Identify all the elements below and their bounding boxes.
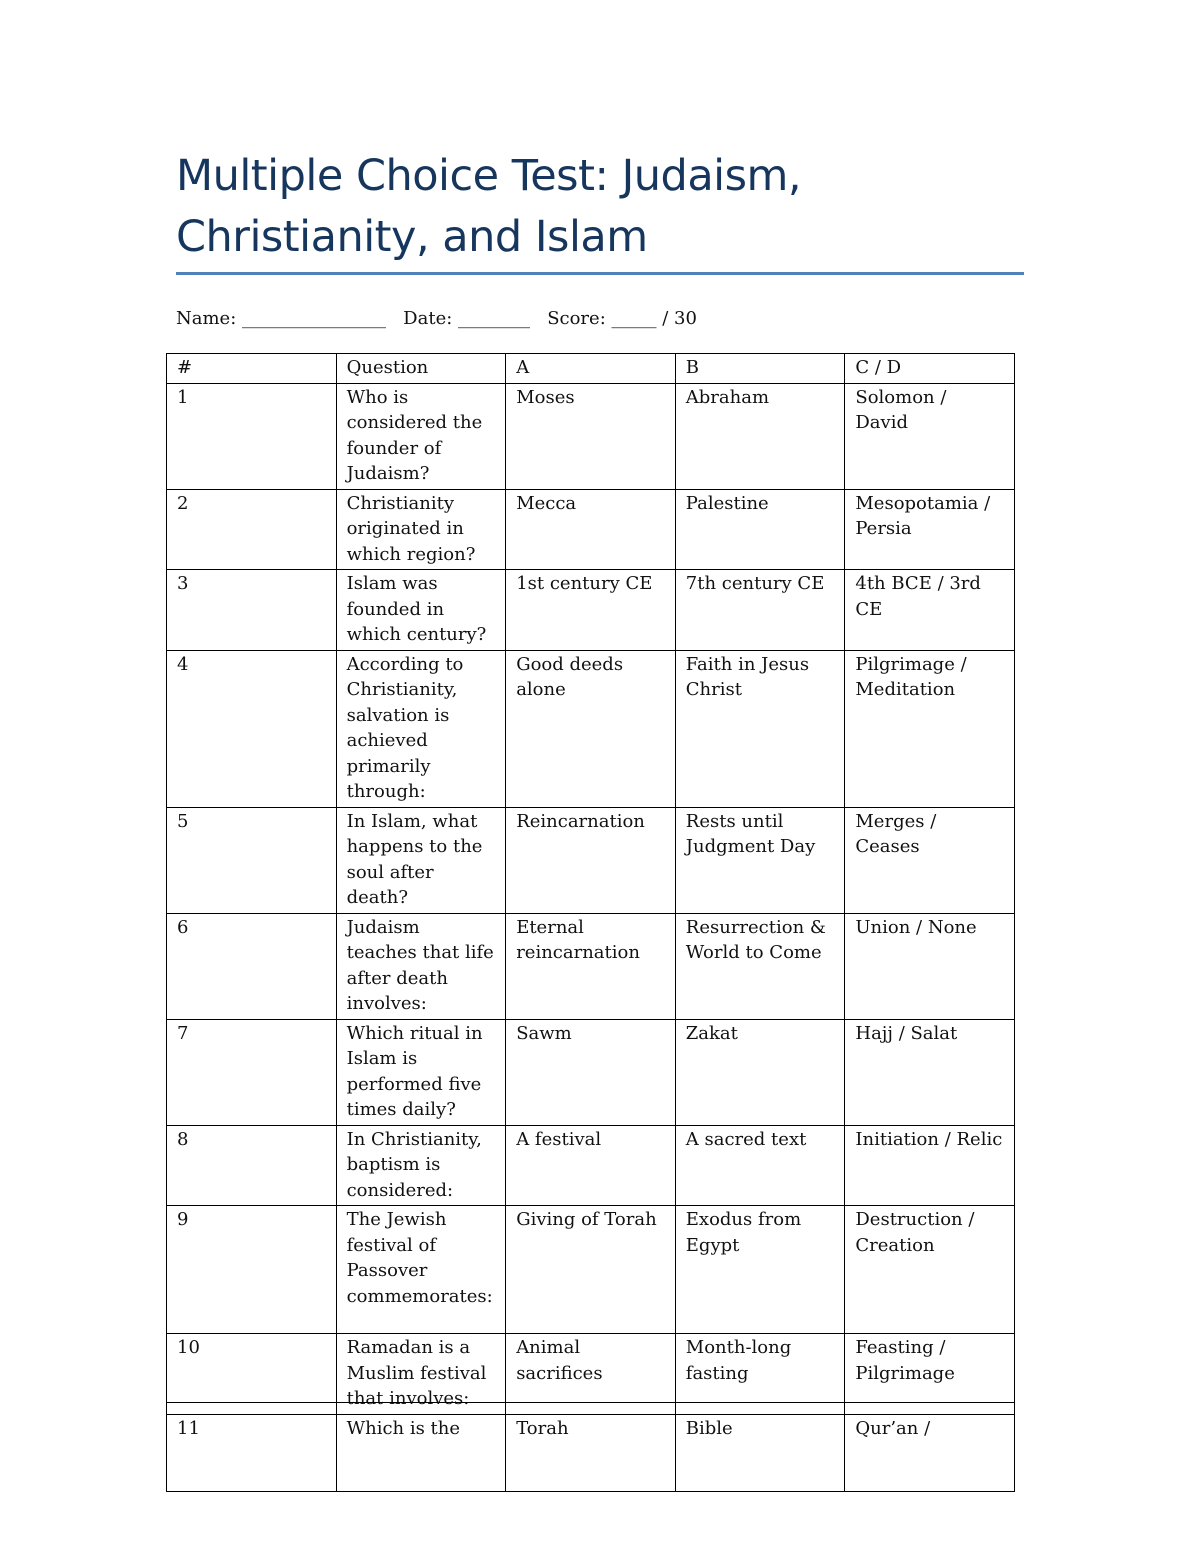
question-number: 4 <box>167 650 337 807</box>
header-option-b: B <box>675 354 845 384</box>
header-option-cd: C / D <box>845 354 1015 384</box>
title-underline <box>176 272 1024 275</box>
question-number: 7 <box>167 1019 337 1125</box>
question-text: Ramadan is a Muslim festival that involves: <box>336 1334 506 1415</box>
question-number: 3 <box>167 570 337 651</box>
title-line-1: Multiple Choice Test: Judaism, <box>176 151 802 201</box>
option-b: Faith in Jesus Christ <box>675 650 845 807</box>
question-number: 8 <box>167 1125 337 1206</box>
option-cd: 4th BCE / 3rd CE <box>845 570 1015 651</box>
option-b: Zakat <box>675 1019 845 1125</box>
question-text: According to Christianity, salvation is achieved primarily through: <box>336 650 506 807</box>
option-b: Month-long fasting <box>675 1334 845 1415</box>
table-row <box>167 807 1015 913</box>
option-cd: Merges / Ceases <box>845 807 1015 913</box>
question-number: 10 <box>167 1334 337 1415</box>
question-number: 2 <box>167 489 337 570</box>
table-row <box>167 1125 1015 1206</box>
score-field: Score: _____ / 30 <box>547 308 697 329</box>
name-field: Name: ________________ <box>176 308 386 329</box>
option-a: Eternal reincarnation <box>506 913 676 1019</box>
option-a: A festival <box>506 1125 676 1206</box>
question-text: Christianity originated in which region? <box>336 489 506 570</box>
option-cd: Destruction / Creation <box>845 1206 1015 1334</box>
option-cd: Solomon / David <box>845 383 1015 489</box>
table-row <box>167 383 1015 489</box>
question-number: 1 <box>167 383 337 489</box>
option-b: Abraham <box>675 383 845 489</box>
question-text: Islam was founded in which century? <box>336 570 506 651</box>
table-header-row <box>167 354 1015 384</box>
option-cd: Union / None <box>845 913 1015 1019</box>
option-cd: Initiation / Relic <box>845 1125 1015 1206</box>
table-row <box>167 489 1015 570</box>
question-text: The Jewish festival of Passover commemorates: <box>336 1206 506 1334</box>
date-field: Date: ________ <box>403 308 531 329</box>
header-question: Question <box>336 354 506 384</box>
option-a: Giving of Torah <box>506 1206 676 1334</box>
table-viewport <box>160 353 1030 1439</box>
question-text: Which is the <box>336 1414 506 1491</box>
option-a: Animal sacrifices <box>506 1334 676 1415</box>
header-number: # <box>167 354 337 384</box>
option-a: Good deeds alone <box>506 650 676 807</box>
question-text: In Islam, what happens to the soul after death? <box>336 807 506 913</box>
option-b: Rests until Judgment Day <box>675 807 845 913</box>
table-row <box>167 1206 1015 1334</box>
table-row <box>167 650 1015 807</box>
title-line-2: Christianity, and Islam <box>176 212 648 262</box>
option-a: Mecca <box>506 489 676 570</box>
option-b: Palestine <box>675 489 845 570</box>
option-a: Moses <box>506 383 676 489</box>
question-number: 9 <box>167 1206 337 1334</box>
question-text: Who is considered the founder of Judaism? <box>336 383 506 489</box>
option-a: Sawm <box>506 1019 676 1125</box>
option-b: A sacred text <box>675 1125 845 1206</box>
table-row <box>167 1019 1015 1125</box>
option-cd: Feasting / Pilgrimage <box>845 1334 1015 1415</box>
question-number: 11 <box>167 1414 337 1491</box>
question-number: 6 <box>167 913 337 1019</box>
option-cd: Pilgrimage / Meditation <box>845 650 1015 807</box>
page-title <box>176 146 1026 268</box>
question-text: In Christianity, baptism is considered: <box>336 1125 506 1206</box>
question-number: 5 <box>167 807 337 913</box>
option-cd: Qur’an / <box>845 1414 1015 1491</box>
option-b: Bible <box>675 1414 845 1491</box>
option-cd: Mesopotamia / Persia <box>845 489 1015 570</box>
header-option-a: A <box>506 354 676 384</box>
student-info-line <box>176 306 697 332</box>
option-a: 1st century CE <box>506 570 676 651</box>
option-a: Reincarnation <box>506 807 676 913</box>
question-table <box>166 353 1015 1492</box>
question-text: Judaism teaches that life after death involves: <box>336 913 506 1019</box>
page-break-line <box>166 1402 1014 1403</box>
table-row <box>167 570 1015 651</box>
table-row <box>167 1414 1015 1491</box>
option-cd: Hajj / Salat <box>845 1019 1015 1125</box>
option-b: 7th century CE <box>675 570 845 651</box>
question-text: Which ritual in Islam is performed five times daily? <box>336 1019 506 1125</box>
table-row <box>167 913 1015 1019</box>
option-b: Exodus from Egypt <box>675 1206 845 1334</box>
option-a: Torah <box>506 1414 676 1491</box>
option-b: Resurrection & World to Come <box>675 913 845 1019</box>
